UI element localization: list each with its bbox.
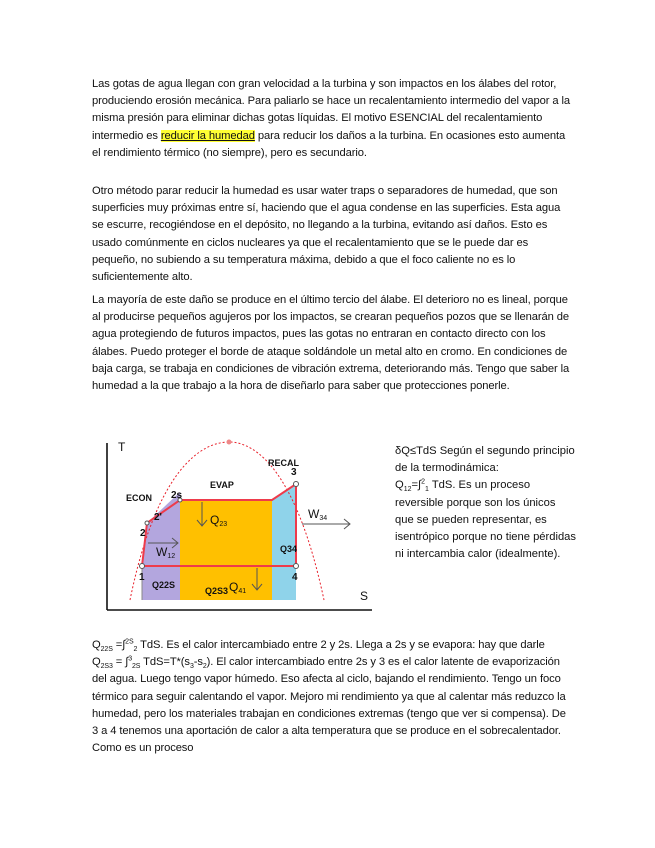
highlighted-phrase: reducir la humedad (160, 129, 255, 142)
paragraph-heat-exchange: $Q_{22S} =\int^{2S}_2$ TdS. Es el calor intercambiado entre 2 y 2s. Llega a 2s y se evapora: hay que darle $Q_{2S3} = \int^3_{2S}$ $TdS=T*(s_3-s_2)$. El calor intercambiado entre 2s y 3 es el calor latente de evaporización del agua. Luego tengo vapor húmedo. Eso afecta al ciclo, bajando el rendimiento. Tengo un foco térmico para seguir calentando el vapor. Mejoro mi rendimiento ya que al calentar más reduzco la humedad, pero los materiales trabajan en condiciones extremas (tengo que ver si compensa). De 3 a 4 tenemos una aportación de calor a alta temperatura que se produce en el sobrecalentador. Como es un proceso (92, 638, 566, 755)
q41-label: Q41 (229, 580, 247, 595)
recal-label: RECAL (268, 458, 299, 468)
q22s-label: Q22S (152, 580, 176, 590)
paragraph-blade-damage: La mayoría de este daño se produce en el último tercio del álabe. El deterioro no es lineal, porque al producirse pequeños agujeros por los impactos, se crearan pequeños pozos que se llenarán de agua protegiendo de futuros impactos, pues las gotas no entraran en contacto directo con los álabes. Puedo proteger el borde de ataque soldándole un metal alto en cromo. En condiciones de baja carga, se trabaja en condiciones de vibración extrema, deteriorando más. Tengo que saber la humedad a la que trabajo a la hora de diseñarlo para saber que protecciones ponerle. (92, 294, 570, 393)
axis-s-label: S (360, 589, 369, 603)
axis-t-label: T (118, 440, 126, 454)
side-explanation: δQ≤TdS Según el segundo principio de la termodinámica: $Q_{12}=\int^2_1$ TdS. Es un proceso reversible porque son los únicos que se pueden representar, es isentrópico porque no tiene pérdidas ni intercambia calor (idealmente). (395, 445, 576, 561)
paragraph-erosion (92, 76, 570, 162)
state-point-3 (294, 482, 299, 487)
econ-label: ECON (126, 493, 153, 503)
q2s3-label: Q2S3 (205, 586, 229, 596)
point-2s-label: 2s (171, 490, 183, 501)
point-3-label: 3 (291, 467, 297, 478)
point-1-label: 1 (139, 572, 145, 583)
state-point-1 (140, 564, 145, 569)
w34-label: W34 (308, 507, 328, 522)
point-2prime-label: 2' (154, 512, 162, 523)
paragraph-water-traps: Otro método parar reducir la humedad es usar water traps o separadores de humedad, que son superficies muy próximas entre sí, haciendo que el agua condense en las superficies. Esta agua se escurre, recogiéndose en el depósito, no llegando a la turbina, evitando así daños. Esto es usado comúnmente en ciclos nucleares ya que el recalentamiento que se le puede dar es pequeño, no subiendo a su temperatura máxima, debido a que el foco caliente no es lo suficientemente alto. (92, 185, 561, 284)
point-4-label: 4 (292, 572, 298, 583)
q23-label: Q23 (210, 513, 228, 528)
q34-label: Q34 (280, 544, 298, 554)
state-point-4 (294, 564, 299, 569)
state-point-2 (145, 521, 149, 525)
w12-label: W12 (156, 545, 176, 560)
ts-diagram (92, 428, 382, 623)
evap-label: EVAP (210, 480, 234, 490)
point-2-label: 2 (140, 528, 146, 539)
critical-point (227, 440, 232, 445)
paragraph-text: Las gotas de agua llegan con gran velocidad a la turbina y son impactos en los álabes del rotor, produciendo erosión mecánica. Para paliarlo se hace un recalentamiento intermedio del vapor a la misma presión para eliminar dichas gotas líquidas. El motivo ESENCIAL del recalentamiento intermedio es (92, 78, 570, 142)
paragraph-text: para reducir los daños a la turbina. En ocasiones esto aumenta el rendimiento térmico (no siempre), pero es secundario. (92, 129, 566, 159)
region-q2s3 (180, 500, 272, 600)
